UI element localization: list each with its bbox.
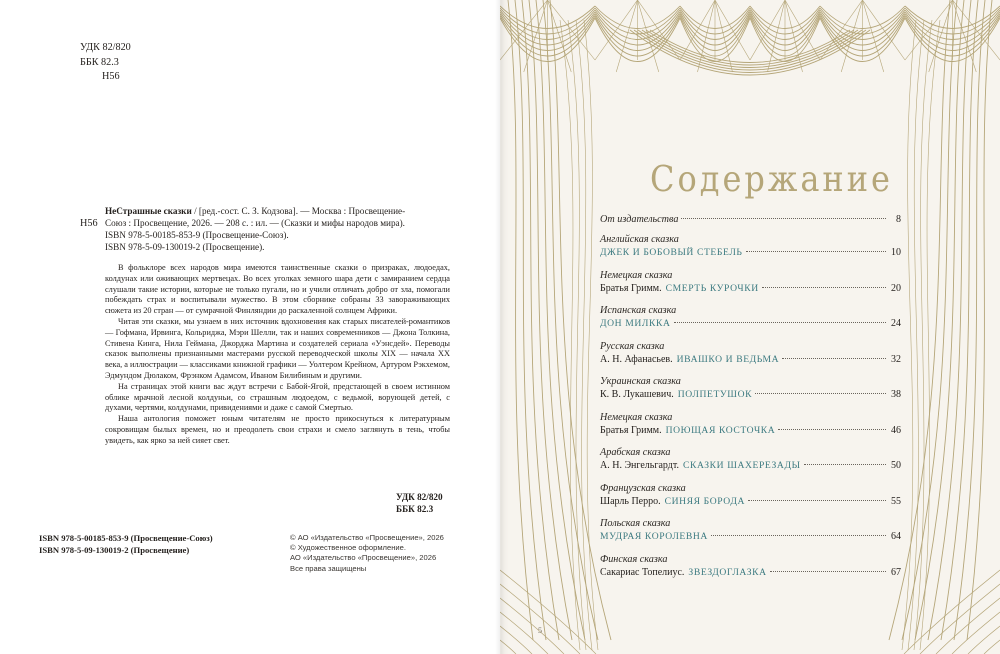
copyright-line: АО «Издательство «Просвещение», 2026 [290, 553, 437, 563]
biblio-line: Союз : Просвещение, 2026. — 208 с. : ил. — (Сказки и мифы народов мира). [105, 217, 405, 228]
udk-line: УДК 82/820 [396, 492, 443, 502]
book-title: НеСтрашные сказки [105, 206, 192, 216]
toc-page: 67 [891, 566, 901, 578]
dot-leader [762, 286, 886, 288]
isbn-line: ISBN 978-5-00185-853-9 (Просвещение-Союз) [39, 533, 213, 543]
toc-story: ЗВЕЗДОГЛАЗКА [688, 566, 767, 578]
dot-leader [755, 392, 886, 394]
dot-leader [782, 357, 886, 359]
toc-item[interactable] [600, 412, 901, 448]
annotation-paragraph: В фольклоре всех народов мира имеются таинственные сказки о призраках, людоедах, колдунах или оживающих мертвецах. Во всех уголках земного шара дети с замиранием сердца слушали такие истории, которые не только пугали, но и учили отличать добро от зла, помогали побеждать страх и воспитывали мужество. В этом сборнике собраны 33 завораживающих сюжета из 20 стран — от сумрачной Финляндии до раскаленной солнцем Африки. [105, 263, 450, 316]
toc-region: Арабская сказка [600, 447, 671, 458]
toc-item[interactable] [600, 305, 901, 341]
toc-story: ПОЛПЕТУШОК [677, 389, 753, 400]
dot-leader [674, 321, 887, 323]
toc-story: ДЖЕК И БОБОВЫЙ СТЕБЕЛЬ [600, 247, 743, 258]
isbn-block [39, 533, 213, 556]
udk-line: УДК 82/820 [80, 42, 131, 53]
toc-author: К. В. Лукашевич. [600, 389, 674, 400]
udk-block [80, 41, 131, 85]
author-mark: Н56 [102, 71, 120, 82]
toc-story: СИНЯЯ БОРОДА [664, 495, 746, 507]
toc-page: 8 [896, 214, 901, 225]
toc-item[interactable] [600, 554, 901, 590]
toc-author: А. Н. Афанасьев. [600, 353, 673, 365]
toc-author: Сакариас Топелиус. [600, 566, 685, 578]
dot-leader [711, 534, 886, 536]
annotation-paragraph: Читая эти сказки, мы узнаем в них источник вдохновения как старых писателей-романтиков — Гофмана, Ирвинга, Кольриджа, Мэри Шелли, так и наших современников — Джона Толкина, Стивена Кинга, Нила Геймана, Джорджа Мартина и создателей сериала «Уэнсдей». Переводы сказок выполнены признанными мастерами русской переводческой школы XIX — начала XX века, а иллюстрации — классиками книжной графики — Уолтером Крейном, Артуром Рэкхемом, Эдмундом Дюлаком, Фрэнком Адамсом, Иваном Билибиным и другими. [105, 316, 450, 380]
page-number: 5 [538, 626, 542, 635]
copyright-line: Все права защищены [290, 563, 367, 573]
dot-leader [804, 463, 886, 465]
toc-region: Немецкая сказка [600, 411, 673, 423]
toc-item[interactable] [600, 518, 901, 554]
catalog-mark: Н56 [80, 218, 98, 229]
annotation-paragraph: Наша антология поможет юным читателям не просто прикоснуться к литературным сокровищам былых времен, но и преодолеть свои страхи и смело заглянуть в тень, чтобы увидеть, как ярко за ней сияет свет. [105, 414, 450, 445]
toc-item[interactable] [600, 483, 901, 519]
toc-region: Польская сказка [600, 518, 671, 529]
toc-story: СКАЗКИ ШАХЕРЕЗАДЫ [682, 460, 801, 471]
toc-region: Финская сказка [600, 553, 668, 565]
toc-item[interactable] [600, 341, 901, 377]
toc-page: 20 [891, 282, 901, 294]
toc-item[interactable] [600, 213, 901, 234]
toc-author: Братья Гримм. [600, 282, 662, 294]
toc-story: ИВАШКО И ВЕДЬМА [676, 353, 780, 365]
toc-item[interactable] [600, 234, 901, 270]
toc-story: ДОН МИЛККА [600, 318, 671, 329]
udk-bottom [396, 491, 443, 515]
table-of-contents [600, 213, 901, 589]
dot-leader [778, 428, 886, 430]
toc-page: 46 [891, 424, 901, 436]
copyright-line: © Художественное оформление. [290, 543, 406, 553]
toc-region: Английская сказка [600, 234, 679, 245]
toc-page: 50 [891, 460, 901, 471]
toc-item[interactable] [600, 376, 901, 412]
isbn-line: ISBN 978-5-00185-853-9 (Просвещение-Союз). [105, 229, 289, 240]
toc-page: 64 [891, 531, 901, 542]
copyright-block [290, 533, 444, 574]
annotation-paragraph: На страницах этой книги вас ждут встречи с Бабой-Ягой, предстающей в своем истинном облике мрачной лесной колдуньи, со страшным людоедом, с ведьмой, ворующей детей, с духами, чертями, колдунами, привидениями и даже с самой Смертью. [105, 381, 450, 413]
toc-author: Братья Гримм. [600, 424, 662, 436]
toc-item[interactable] [600, 270, 901, 306]
toc-lead: От издательства [600, 214, 679, 225]
dot-leader [681, 217, 886, 219]
dot-leader [746, 250, 886, 252]
toc-story: СМЕРТЬ КУРОЧКИ [665, 282, 759, 294]
toc-region: Русская сказка [600, 340, 665, 352]
bbk-line: ББК 82.3 [80, 56, 119, 68]
toc-title: Содержание [650, 158, 893, 200]
dot-leader [770, 570, 886, 572]
toc-story: МУДРАЯ КОРОЛЕВНА [600, 531, 708, 542]
toc-region: Украинская сказка [600, 376, 681, 387]
toc-region: Немецкая сказка [600, 269, 673, 281]
copyright-line: © АО «Издательство «Просвещение», 2026 [290, 533, 444, 542]
isbn-line: ISBN 978-5-09-130019-2 (Просвещение) [39, 544, 190, 555]
toc-page: 38 [891, 389, 901, 400]
toc-author: А. Н. Энгельгардт. [600, 460, 679, 471]
bbk-line: ББК 82.3 [396, 504, 434, 514]
biblio-line: / [ред.-сост. С. З. Кодзова]. — Москва : Просвещение- [191, 206, 406, 216]
toc-author: Шарль Перро. [600, 495, 661, 507]
toc-region: Французская сказка [600, 482, 686, 494]
isbn-line: ISBN 978-5-09-130019-2 (Просвещение). [105, 241, 265, 252]
bibliographic-record [105, 206, 450, 254]
dot-leader [748, 499, 886, 501]
toc-page: 10 [891, 247, 901, 258]
toc-story: ПОЮЩАЯ КОСТОЧКА [665, 424, 776, 436]
toc-page: 32 [891, 353, 901, 365]
toc-region: Испанская сказка [600, 305, 677, 316]
toc-item[interactable] [600, 447, 901, 483]
toc-page: 24 [891, 318, 901, 329]
annotation [105, 263, 450, 447]
toc-page: 55 [891, 495, 901, 507]
right-page [500, 0, 1000, 654]
left-page [0, 0, 499, 654]
